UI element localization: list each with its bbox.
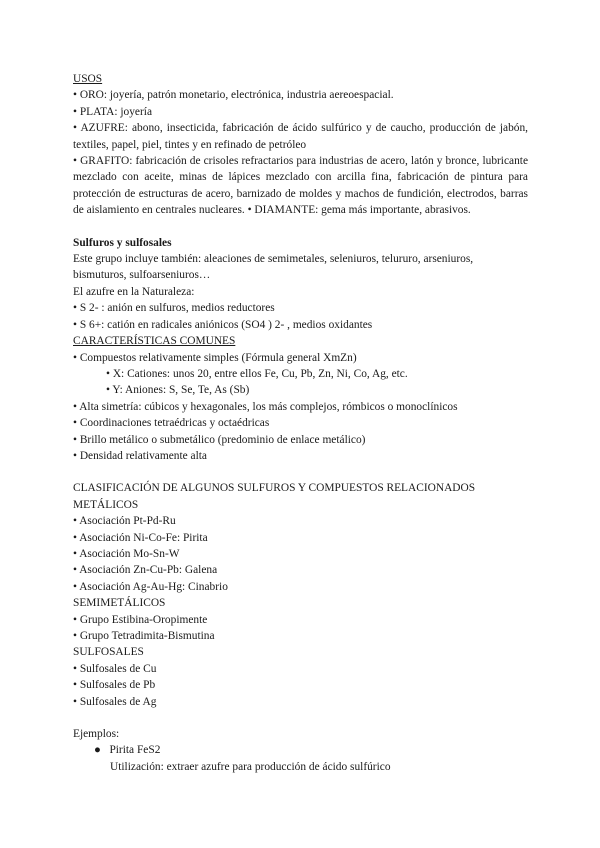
sulfosales-item: • Sulfosales de Pb [73,679,156,692]
semimetalicos-title: SEMIMETÁLICOS [73,597,166,610]
sulfosales-title: SULFOSALES [73,646,144,659]
sulfosales-item: • Sulfosales de Cu [73,662,157,675]
caracteristicas-subitem-aniones: • Y: Aniones: S, Se, Te, As (Sb) [106,384,250,397]
semimetalicos-item: • Grupo Tetradimita-Bismutina [73,630,215,642]
metalicos-item: • Asociación Ni-Co-Fe: Pirita [73,531,208,544]
ejemplos-title: Ejemplos: [73,728,120,741]
document-body [73,71,528,775]
caracteristicas-heading: CARACTERÍSTICAS COMUNES [73,335,236,348]
metalicos-item: • Asociación Mo-Sn-W [73,547,180,560]
caracteristicas-item-compuestos: • Compuestos relativamente simples (Fórmula general XmZn) [73,351,357,364]
spacer [73,219,528,235]
caracteristicas-item-densidad: • Densidad relativamente alta [73,449,207,462]
metalicos-title: METÁLICOS [73,498,139,511]
sulfosales-item: • Sulfosales de Ag [73,695,157,708]
usos-heading: USOS [73,73,103,85]
usos-item-oro: • ORO: joyería, patrón monetario, electrónica, industria aereoespacial. [73,89,394,102]
spacer [73,710,528,726]
ejemplos-item-label: Pirita FeS2 [109,744,161,757]
bullet-icon: ● [94,744,101,757]
azufre-item-anion: • S 2- : anión en sulfuros, medios reductores [73,302,275,315]
semimetalicos-item: • Grupo Estibina-Oropimente [73,613,208,626]
metalicos-item: • Asociación Zn-Cu-Pb: Galena [73,564,218,577]
metalicos-item: • Asociación Ag-Au-Hg: Cinabrio [73,580,228,593]
clasificacion-heading: CLASIFICACIÓN DE ALGUNOS SULFUROS Y COMPUESTOS RELACIONADOS [73,482,476,495]
usos-item-plata: • PLATA: joyería [73,105,152,118]
sulfuros-intro: Este grupo incluye también: aleaciones de semimetales, seleniuros, telururo, arseniuros, bismuturos, sulfoarseniuros… [73,253,474,282]
caracteristicas-item-coordinaciones: • Coordinaciones tetraédricas y octaédricas [73,417,270,430]
metalicos-item: • Asociación Pt-Pd-Ru [73,515,176,528]
caracteristicas-item-brillo: • Brillo metálico o submetálico (predominio de enlace metálico) [73,433,366,446]
sulfuros-heading: Sulfuros y sulfosales [73,236,172,249]
azufre-item-cation: • S 6+: catión en radicales aniónicos (SO4 ) 2- , medios oxidantes [73,318,373,331]
caracteristicas-subitem-cationes: • X: Cationes: unos 20, entre ellos Fe, Cu, Pb, Zn, Ni, Co, Ag, etc. [106,367,408,380]
azufre-naturaleza-title: El azufre en la Naturaleza: [73,285,195,298]
ejemplos-item [73,742,528,758]
ejemplos-detail: Utilización: extraer azufre para producción de ácido sulfúrico [110,760,391,773]
usos-item-grafito: • GRAFITO: fabricación de crisoles refractarios para industrias de acero, latón y bronce, lubricante mezclado con aceite, minas de lápices mezclado con arcilla fina, fabricación de pintura para protección de estructuras de acero, barnizado de moldes y machos de fundición, electrodos, barras de aislamiento en centrales nucleares. • DIAMANTE: gema más importante, abrasivos. [73,155,528,217]
caracteristicas-item-simetria: • Alta simetría: cúbicos y hexagonales, los más complejos, rómbicos o monoclínicos [73,400,458,413]
spacer [73,464,528,480]
usos-item-azufre: • AZUFRE: abono, insecticida, fabricación de ácido sulfúrico y de caucho, producción de jabón, textiles, papel, piel, tintes y en refinado de petróleo [73,122,528,151]
